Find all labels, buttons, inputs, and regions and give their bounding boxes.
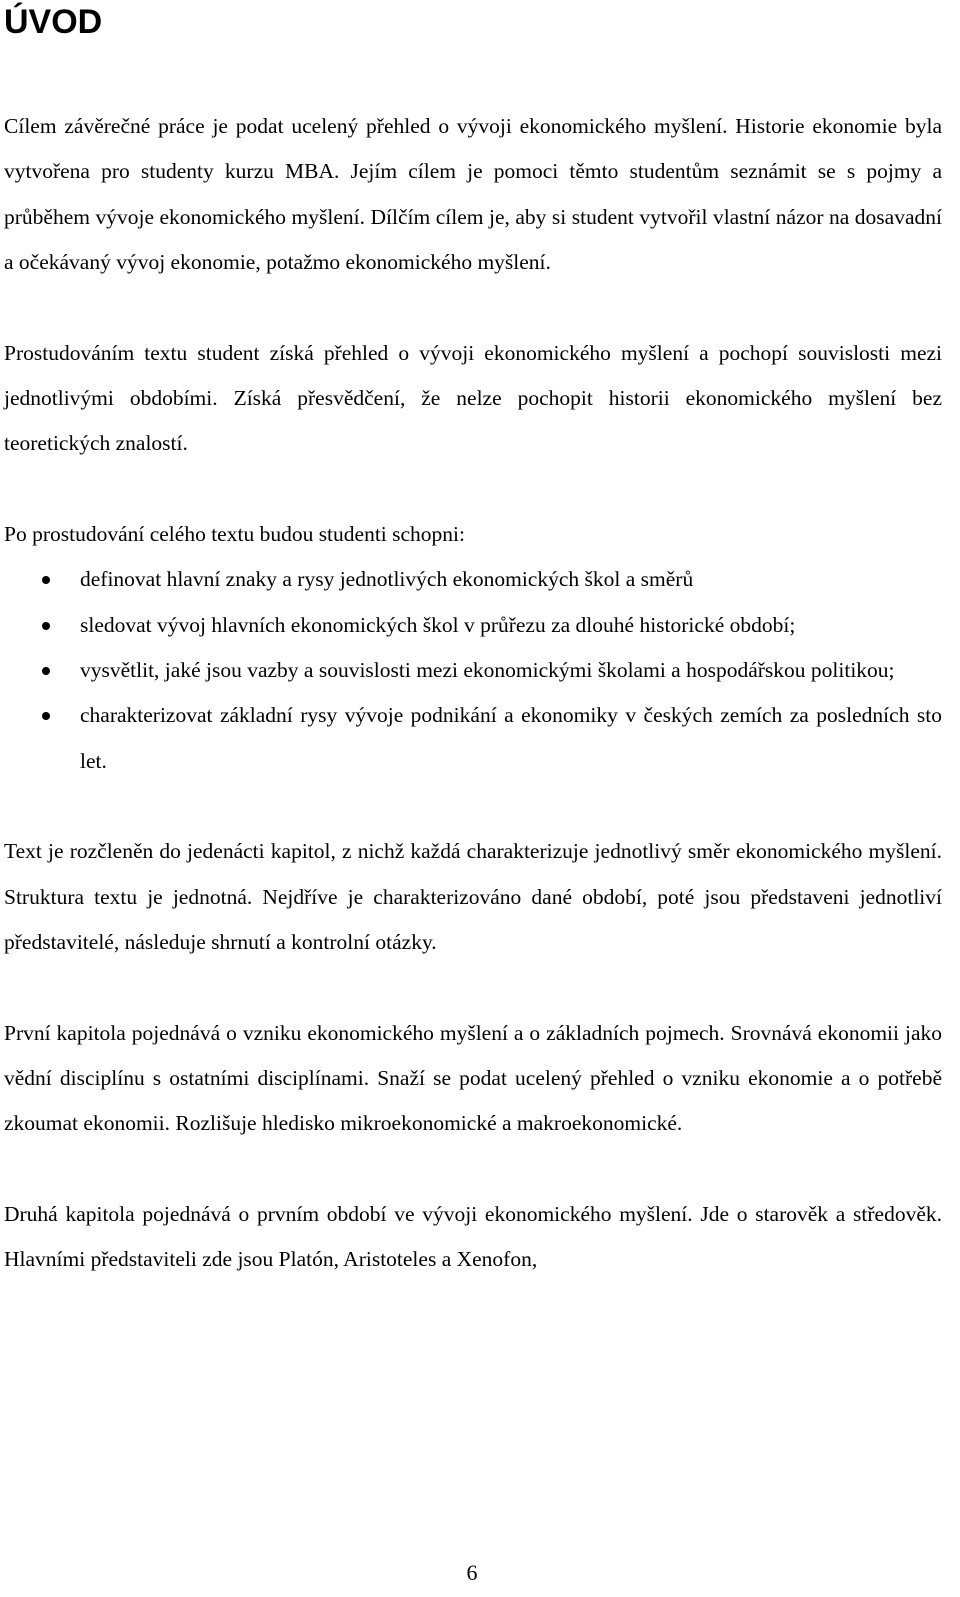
paragraph-overview: Prostudováním textu student získá přehled o vývoji ekonomického myšlení a pochopí souvislosti mezi jednotlivými obdobími. Získá přesvědčení, že nelze pochopit historii ekonomického myšlení bez teoretických znalostí.: [4, 340, 942, 456]
paragraph-structure: Text je rozčleněn do jedenácti kapitol, z nichž každá charakterizuje jednotlivý směr ekonomického myšlení. Struktura textu je jednotná. Nejdříve je charakterizováno dané období, poté jsou představeni jednotliví představitelé, následuje shrnutí a kontrolní otázky.: [4, 839, 942, 955]
paragraph-chapter-one: První kapitola pojednává o vzniku ekonomického myšlení a o základních pojmech. Srovnává ekonomii jako vědní disciplínu s ostatními disciplínami. Snaží se podat ucelený přehled o vzniku ekonomie a o potřebě zkoumat ekonomii. Rozlišuje hledisko mikroekonomické a makroekonomické.: [4, 1020, 942, 1136]
list-item-text: vysvětlit, jaké jsou vazby a souvislosti mezi ekonomickými školami a hospodářskou politikou;: [80, 658, 895, 683]
goals-list: [4, 557, 942, 784]
document-page: [4, 0, 942, 1283]
list-item: [4, 557, 942, 602]
bullet-icon: [42, 712, 50, 720]
list-item-text: sledovat vývoj hlavních ekonomických škol v průřezu za dlouhé historické období;: [80, 612, 796, 637]
paragraph-aim: Cílem závěrečné práce je podat ucelený přehled o vývoji ekonomického myšlení. Historie ekonomie byla vytvořena pro studenty kurzu MBA. Jejím cílem je pomoci těmto studentům seznámit se s pojmy a průběhem vývoje ekonomického myšlení. Dílčím cílem je, aby si student vytvořil vlastní názor na dosavadní a očekávaný vývoj ekonomie, potažmo ekonomického myšlení.: [4, 114, 942, 275]
list-item: [4, 648, 942, 693]
list-item-text: charakterizovat základní rysy vývoje podnikání a ekonomiky v českých zemích za posledních sto let.: [80, 703, 942, 773]
paragraph-goals-intro: Po prostudování celého textu budou studenti schopni:: [4, 521, 466, 546]
paragraph-chapter-two: Druhá kapitola pojednává o prvním období ve vývoji ekonomického myšlení. Jde o starověk a středověk. Hlavními představiteli zde jsou Platón, Aristoteles a Xenofon,: [4, 1201, 942, 1272]
bullet-icon: [42, 622, 50, 630]
list-item: [4, 693, 942, 784]
list-item: [4, 603, 942, 648]
section-heading: ÚVOD: [4, 3, 103, 41]
list-item-text: definovat hlavní znaky a rysy jednotlivých ekonomických škol a směrů: [80, 567, 694, 592]
page-number: 6: [466, 1560, 478, 1585]
bullet-icon: [42, 667, 50, 675]
bullet-icon: [42, 576, 50, 584]
